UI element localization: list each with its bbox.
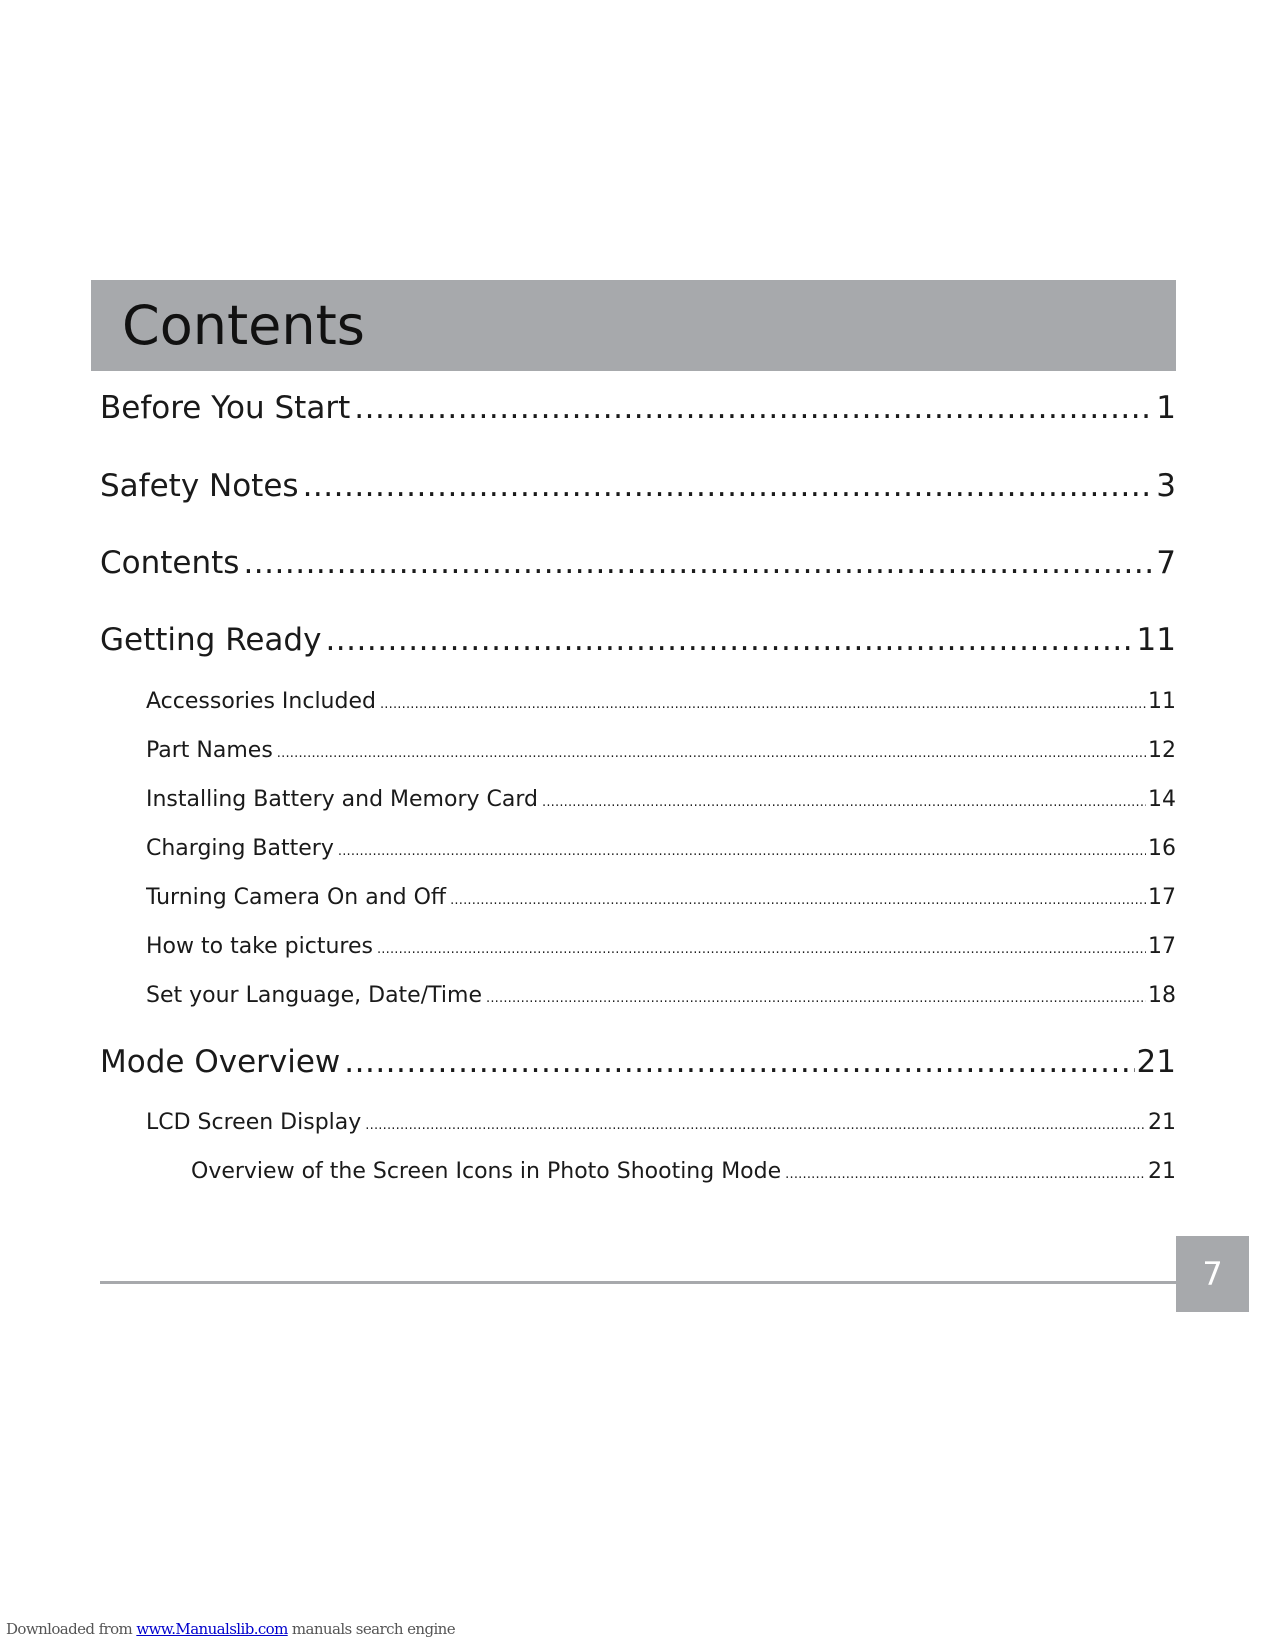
page-title: Contents xyxy=(122,294,365,357)
toc-entry-label: LCD Screen Display xyxy=(146,1110,362,1135)
toc-entry-set-language-date-time[interactable] xyxy=(146,983,1176,1013)
toc-leader-dots xyxy=(542,795,1146,810)
toc-leader-dots xyxy=(303,468,1155,504)
toc-leader-dots xyxy=(354,390,1154,426)
toc-entry-page: 11 xyxy=(1136,622,1176,658)
toc-entry-turning-camera-on-off[interactable] xyxy=(146,885,1176,915)
toc-entry-label: Accessories Included xyxy=(146,689,376,714)
toc-entry-label: How to take pictures xyxy=(146,934,373,959)
toc-entry-page: 7 xyxy=(1156,545,1176,581)
toc-entry-accessories-included[interactable] xyxy=(146,689,1176,719)
download-footer xyxy=(6,1620,455,1638)
toc-entry-page: 21 xyxy=(1136,1044,1176,1080)
toc-entry-page: 18 xyxy=(1148,983,1176,1008)
toc-entry-getting-ready[interactable] xyxy=(100,622,1176,662)
toc-entry-label: Contents xyxy=(100,545,240,581)
download-suffix: manuals search engine xyxy=(291,1620,455,1638)
toc-entry-label: Overview of the Screen Icons in Photo Shooting Mode xyxy=(191,1159,782,1184)
toc-entry-safety-notes[interactable] xyxy=(100,468,1176,508)
toc-leader-dots xyxy=(344,1044,1134,1080)
toc-leader-dots xyxy=(365,1118,1146,1133)
toc-entry-page: 21 xyxy=(1148,1159,1176,1184)
toc-entry-page: 21 xyxy=(1148,1110,1176,1135)
toc-leader-dots xyxy=(486,991,1146,1006)
toc-leader-dots xyxy=(380,697,1146,712)
toc-leader-dots xyxy=(277,746,1146,761)
toc-entry-how-to-take-pictures[interactable] xyxy=(146,934,1176,964)
contents-header-band xyxy=(91,280,1176,371)
toc-entry-label: Turning Camera On and Off xyxy=(146,885,447,910)
toc-leader-dots xyxy=(325,622,1134,658)
page-number-tab: 7 xyxy=(1176,1236,1249,1312)
toc-entry-page: 3 xyxy=(1156,468,1176,504)
toc-leader-dots xyxy=(785,1167,1146,1182)
toc-entry-label: Charging Battery xyxy=(146,836,334,861)
toc-leader-dots xyxy=(243,545,1154,581)
toc-entry-label: Getting Ready xyxy=(100,622,322,658)
toc-entry-overview-screen-icons[interactable] xyxy=(191,1159,1176,1189)
toc-entry-page: 17 xyxy=(1148,885,1176,910)
toc-entry-contents[interactable] xyxy=(100,545,1176,585)
toc-entry-label: Safety Notes xyxy=(100,468,299,504)
toc-entry-installing-battery[interactable] xyxy=(146,787,1176,817)
toc-entry-page: 11 xyxy=(1148,689,1176,714)
toc-entry-mode-overview[interactable] xyxy=(100,1044,1176,1084)
toc-entry-label: Mode Overview xyxy=(100,1044,341,1080)
footer-divider xyxy=(100,1281,1176,1284)
toc-entry-page: 12 xyxy=(1148,738,1176,763)
toc-entry-page: 1 xyxy=(1156,390,1176,426)
manualslib-link[interactable]: www.Manualslib.com xyxy=(136,1620,288,1638)
toc-entry-part-names[interactable] xyxy=(146,738,1176,768)
toc-entry-label: Set your Language, Date/Time xyxy=(146,983,482,1008)
toc-entry-label: Installing Battery and Memory Card xyxy=(146,787,538,812)
toc-leader-dots xyxy=(338,844,1146,859)
download-prefix: Downloaded from xyxy=(6,1620,133,1638)
toc-entry-label: Part Names xyxy=(146,738,273,763)
toc-entry-page: 14 xyxy=(1148,787,1176,812)
toc-entry-page: 17 xyxy=(1148,934,1176,959)
toc-leader-dots xyxy=(377,942,1146,957)
toc-entry-lcd-screen-display[interactable] xyxy=(146,1110,1176,1140)
toc-entry-page: 16 xyxy=(1148,836,1176,861)
toc-entry-charging-battery[interactable] xyxy=(146,836,1176,866)
toc-entry-before-you-start[interactable] xyxy=(100,390,1176,430)
toc-entry-label: Before You Start xyxy=(100,390,351,426)
toc-leader-dots xyxy=(450,893,1146,908)
